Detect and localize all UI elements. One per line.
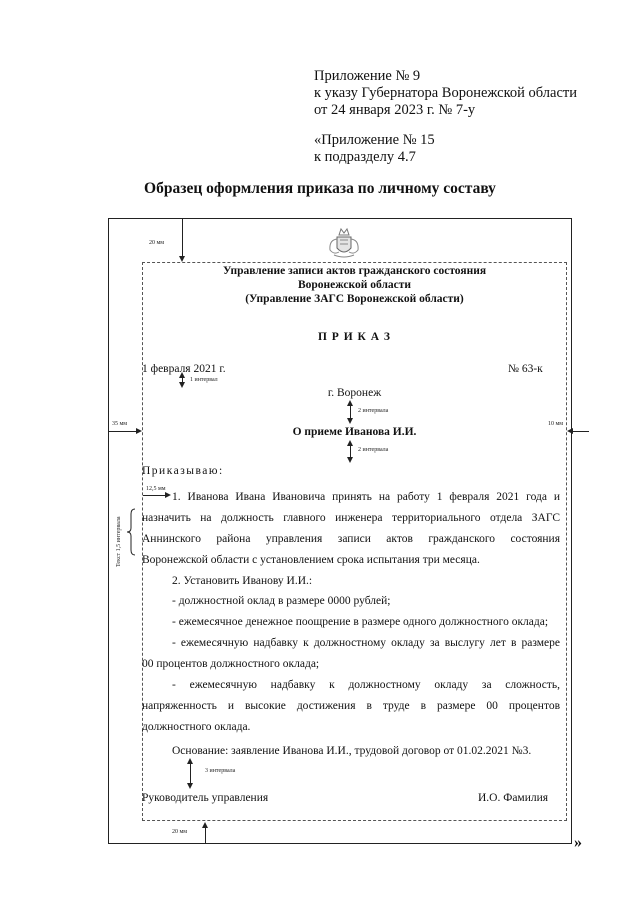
dim-interval2b-up-arrow-icon <box>347 440 353 446</box>
dim-indent-label: 12,5 мм <box>146 486 166 492</box>
item-4-line-3: должностного оклада. <box>142 721 251 733</box>
dim-indent-arrow-icon <box>165 492 171 498</box>
dim-interval2a-down-arrow-icon <box>347 418 353 424</box>
dim-interval2b-line <box>350 445 351 457</box>
org-name-line-2: Воронежской области <box>297 279 412 291</box>
dim-interval3-line <box>190 763 191 783</box>
spacing-brace-icon <box>126 508 136 556</box>
dim-right-label: 10 мм <box>548 421 564 427</box>
item-3-line-2: 00 процентов должностного оклада; <box>142 658 320 670</box>
signer-name: И.О. Фамилия <box>478 792 549 804</box>
para1-line-2: назначить на должность главного инженера территориального отдела ЗАГС <box>142 512 560 524</box>
dim-interval2b-label: 2 интервала <box>358 447 389 453</box>
appendix-line-1: Приложение № 9 <box>314 68 421 84</box>
item-2: - ежемесячное денежное поощрение в размере одного должностного оклада; <box>172 616 549 628</box>
para1-line-1: 1. Иванова Ивана Ивановича принять на работу 1 февраля 2021 года и <box>172 491 560 503</box>
page-title: Образец оформления приказа по личному составу <box>144 180 496 197</box>
dim-left-label: 35 мм <box>112 421 128 427</box>
item-1: - должностной оклад в размере 0000 рублей; <box>172 595 391 607</box>
order-date: 1 февраля 2021 г. <box>142 363 226 375</box>
dim-interval1-up-arrow-icon <box>179 372 185 378</box>
dim-left-arrow-icon <box>136 428 142 434</box>
appendix-line-2: к указу Губернатора Воронежской области <box>314 85 577 101</box>
closing-quote: » <box>574 834 582 851</box>
order-command: Приказываю: <box>142 465 224 477</box>
order-basis: Основание: заявление Иванова И.И., трудовой договор от 01.02.2021 №3. <box>172 745 532 757</box>
dim-left-line <box>109 431 136 432</box>
dim-interval2b-down-arrow-icon <box>347 457 353 463</box>
dim-interval2a-up-arrow-icon <box>347 400 353 406</box>
order-place: г. Воронеж <box>327 387 382 399</box>
dim-text-spacing-label: Текст 1,5 интервала <box>116 516 122 567</box>
item-4-line-2: напряженность и высокие достижения в труде в размере 00 процентов <box>142 700 560 712</box>
dim-right-line <box>573 431 589 432</box>
org-name-line-1: Управление записи актов гражданского состояния <box>222 265 487 277</box>
para1-line-4: Воронежской области с установлением срока испытания три месяца. <box>142 554 480 566</box>
dim-top-label: 20 мм <box>149 240 165 246</box>
para2: 2. Установить Иванову И.И.: <box>172 575 313 587</box>
signer-title: Руководитель управления <box>142 792 269 804</box>
item-4-line-1: - ежемесячную надбавку к должностному окладу за сложность, <box>172 679 560 691</box>
dim-bottom-label: 20 мм <box>172 829 188 835</box>
appendix-line-3: от 24 января 2023 г. № 7-у <box>314 102 476 118</box>
coat-of-arms-icon <box>326 226 362 260</box>
dim-top-line <box>182 219 183 256</box>
para1-line-3: Аннинского района управления записи актов гражданского состояния <box>142 533 560 545</box>
org-name-line-3: (Управление ЗАГС Воронежской области) <box>245 293 464 305</box>
dim-top-arrow-icon <box>179 256 185 262</box>
order-subject: О приеме Иванова И.И. <box>292 426 417 438</box>
dim-interval3-label: 3 интервала <box>205 768 236 774</box>
dim-interval3-down-arrow-icon <box>187 783 193 789</box>
dim-interval1-label: 1 интервал <box>190 377 218 383</box>
dim-right-arrow-icon <box>567 428 573 434</box>
dim-indent-line <box>143 495 165 496</box>
dim-interval2a-line <box>350 405 351 418</box>
appendix-line-4: «Приложение № 15 <box>314 132 435 148</box>
dim-bottom-line <box>205 828 206 844</box>
item-3-line-1: - ежемесячную надбавку к должностному окладу за выслугу лет в размере <box>172 637 560 649</box>
dim-interval3-up-arrow-icon <box>187 758 193 764</box>
order-number: № 63-к <box>508 363 543 375</box>
doc-type: П Р И К А З <box>317 331 391 343</box>
appendix-line-5: к подразделу 4.7 <box>314 149 416 165</box>
dim-interval2a-label: 2 интервала <box>358 408 389 414</box>
